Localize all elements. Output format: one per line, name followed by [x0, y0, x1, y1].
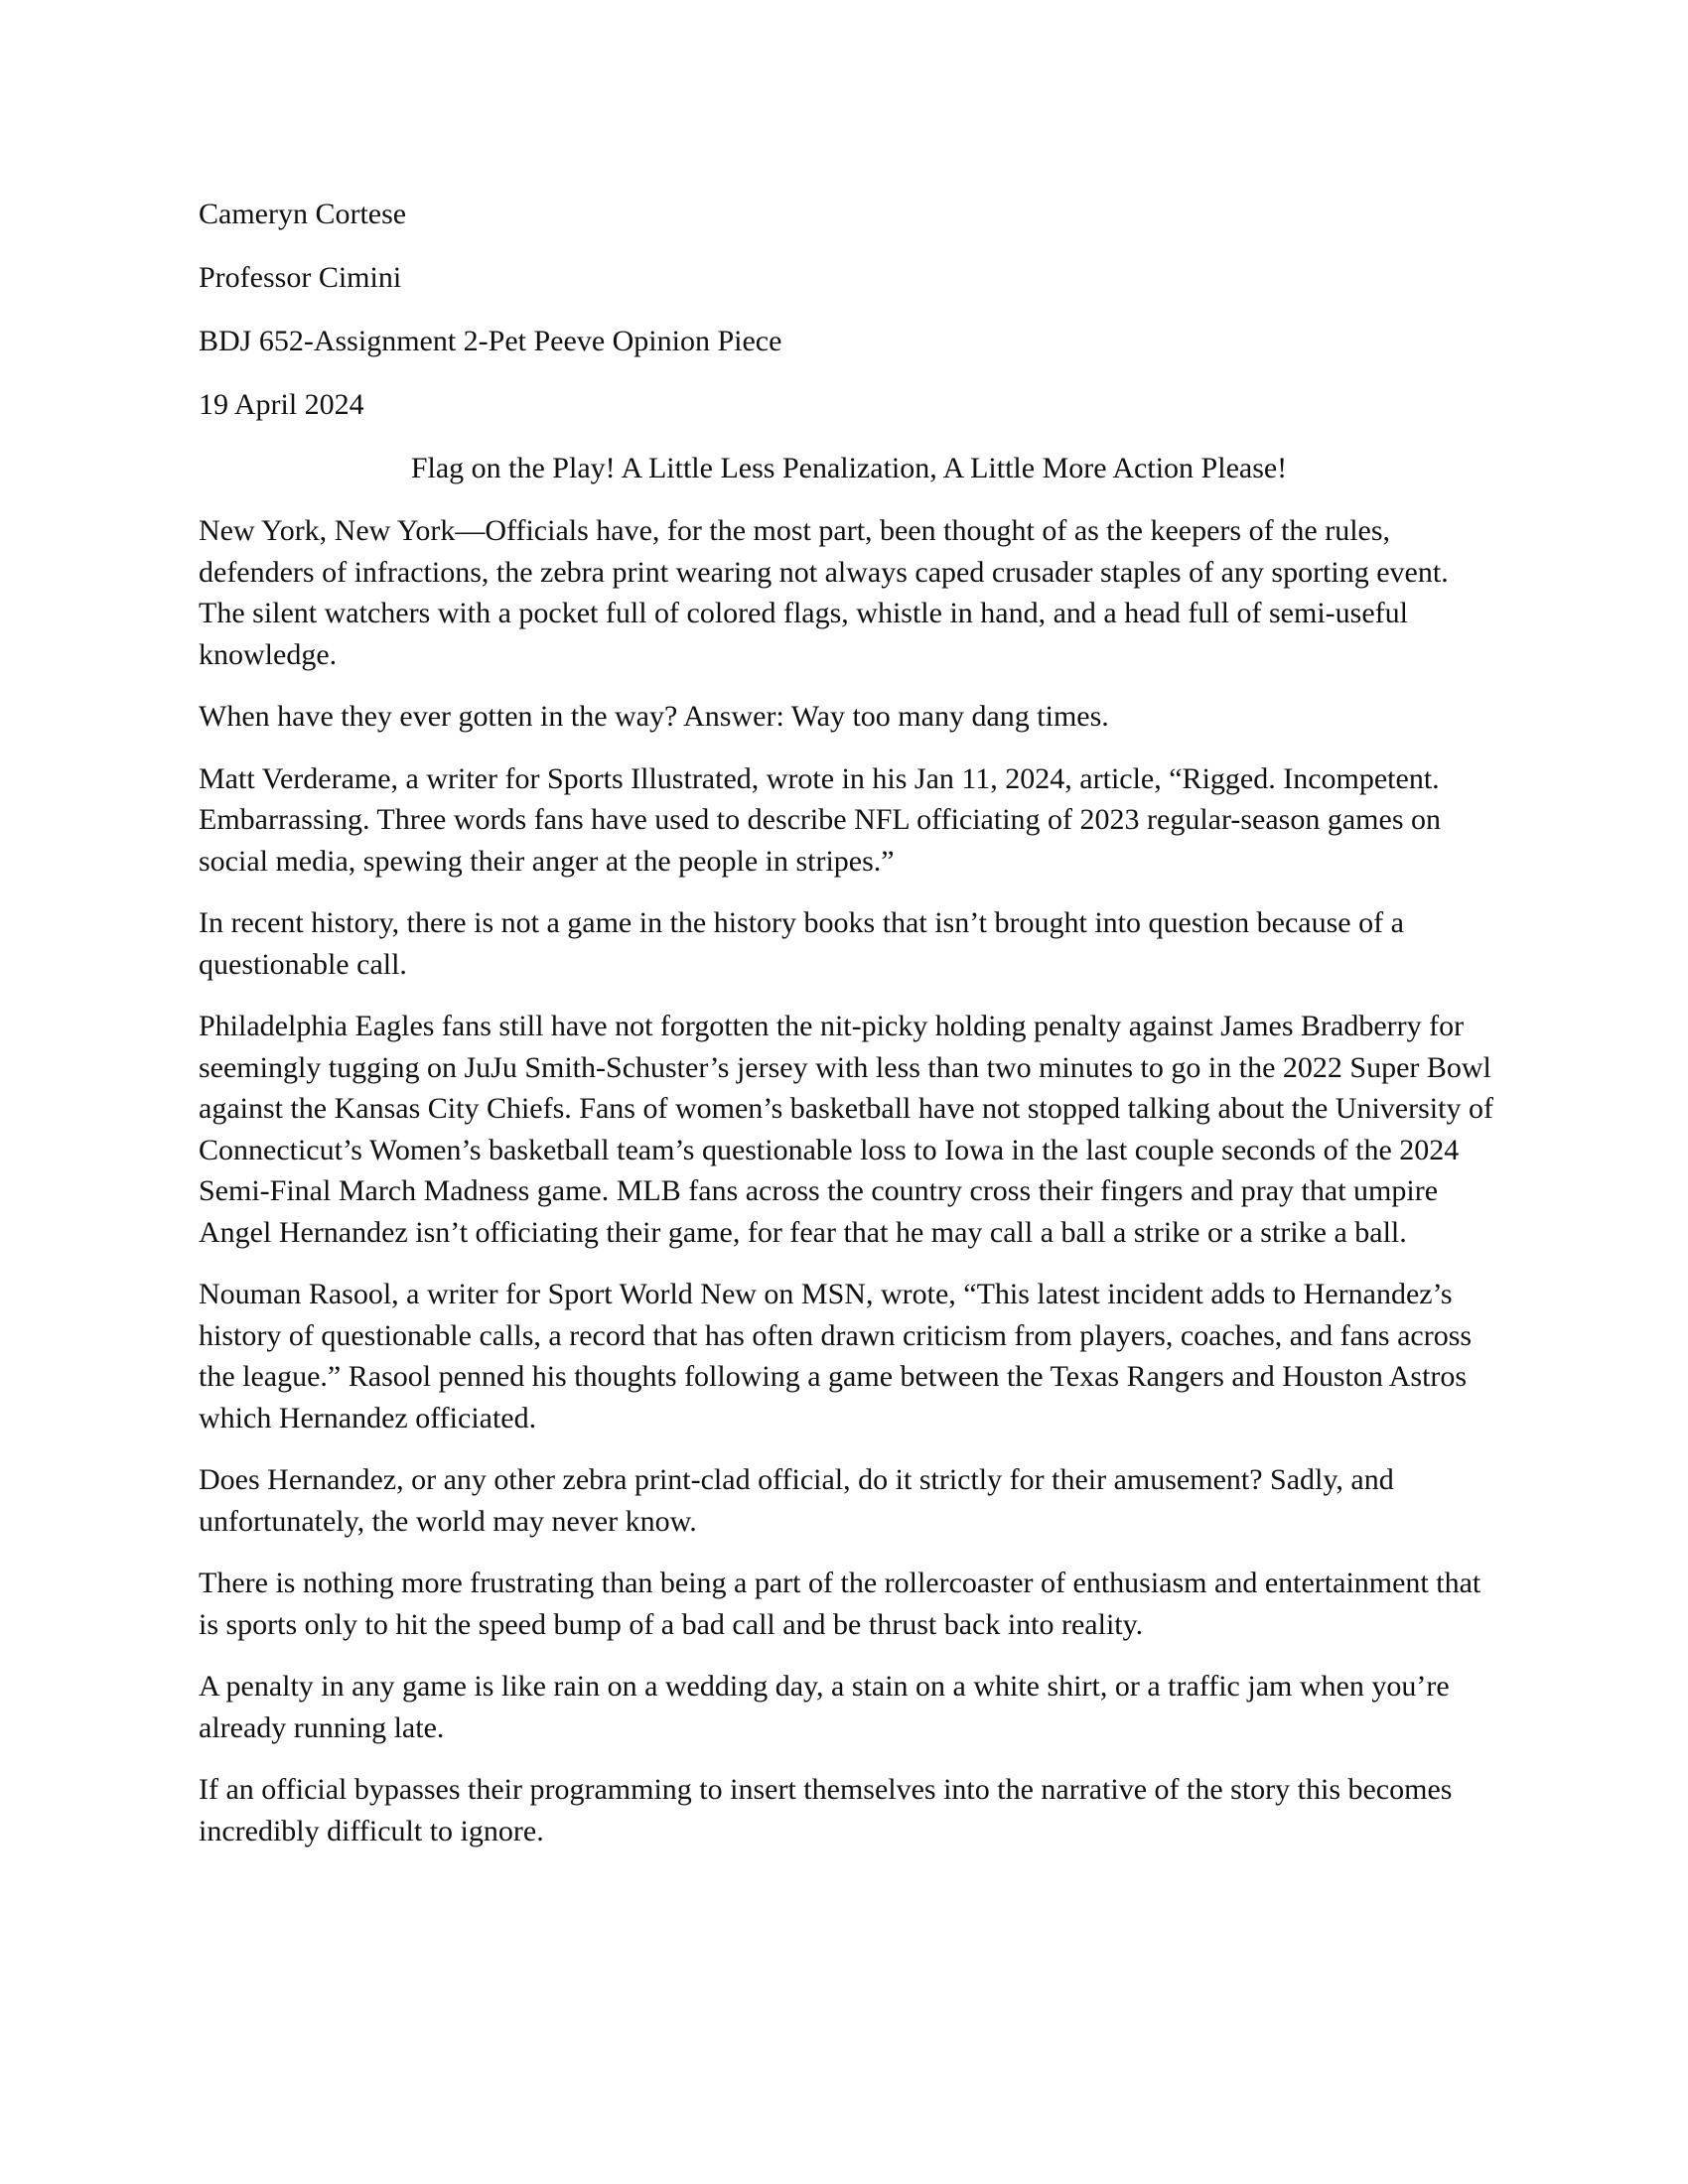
document-page [199, 195, 1499, 1872]
paragraph-9: A penalty in any game is like rain on a wedding day, a stain on a white shirt, or a traffic jam when you’re already running late. [199, 1670, 1450, 1744]
paragraph-8: There is nothing more frustrating than being a part of the rollercoaster of enthusiasm and entertainment that is sports only to hit the speed bump of a bad call and be thrust back into reality. [199, 1567, 1481, 1641]
paragraph-4: In recent history, there is not a game in the history books that isn’t brought into question because of a questionable call. [199, 906, 1404, 981]
course-title: BDJ 652-Assignment 2-Pet Peeve Opinion Piece [199, 325, 782, 357]
professor-name: Professor Cimini [199, 261, 402, 294]
paragraph-2: When have they ever gotten in the way? Answer: Way too many dang times. [199, 700, 1109, 733]
author-name: Cameryn Cortese [199, 198, 407, 230]
paragraph-3: Matt Verderame, a writer for Sports Illustrated, wrote in his Jan 11, 2024, article, “Rigged. Incompetent. Embarrassing. Three words fans have used to describe NFL officiating of 2023 regular-season games on social media, spewing their anger at the people in stripes.” [199, 761, 1441, 878]
submission-date: 19 April 2024 [199, 388, 364, 421]
paragraph-5: Philadelphia Eagles fans still have not forgotten the nit-picky holding penalty against James Bradberry for seemingly tugging on JuJu Smith-Schuster’s jersey with less than two minutes to go in the 2022 Super Bowl against the Kansas City Chiefs. Fans of women’s basketball have not stopped talking about the University of Connecticut’s Women’s basketball team’s questionable loss to Iowa in the last couple seconds of the 2024 Semi-Final March Madness game. MLB fans across the country cross their fingers and pray that umpire Angel Hernandez isn’t officiating their game, for fear that he may call a ball a strike or a strike a ball. [199, 1010, 1493, 1249]
paragraph-6: Nouman Rasool, a writer for Sport World New on MSN, wrote, “This latest incident adds to Hernandez’s history of questionable calls, a record that has often drawn criticism from players, coaches, and fans across the league.” Rasool penned his thoughts following a game between the Texas Rangers and Houston Astros which Hernandez officiated. [199, 1278, 1473, 1434]
article-title: Flag on the Play! A Little Less Penalization, A Little More Action Please! [410, 452, 1288, 484]
paragraph-1: New York, New York—Officials have, for the most part, been thought of as the keepers of the rules, defenders of infractions, the zebra print wearing not always caped crusader staples of any sporting event. The silent watchers with a pocket full of colored flags, whistle in hand, and a head full of semi-useful knowledge. [199, 514, 1449, 671]
paragraph-7: Does Hernandez, or any other zebra print-clad official, do it strictly for their amusement? Sadly, and unfortunately, the world may never know. [199, 1463, 1394, 1538]
paragraph-10: If an official bypasses their programming to insert themselves into the narrative of the story this becomes incredibly difficult to ignore. [199, 1773, 1453, 1847]
